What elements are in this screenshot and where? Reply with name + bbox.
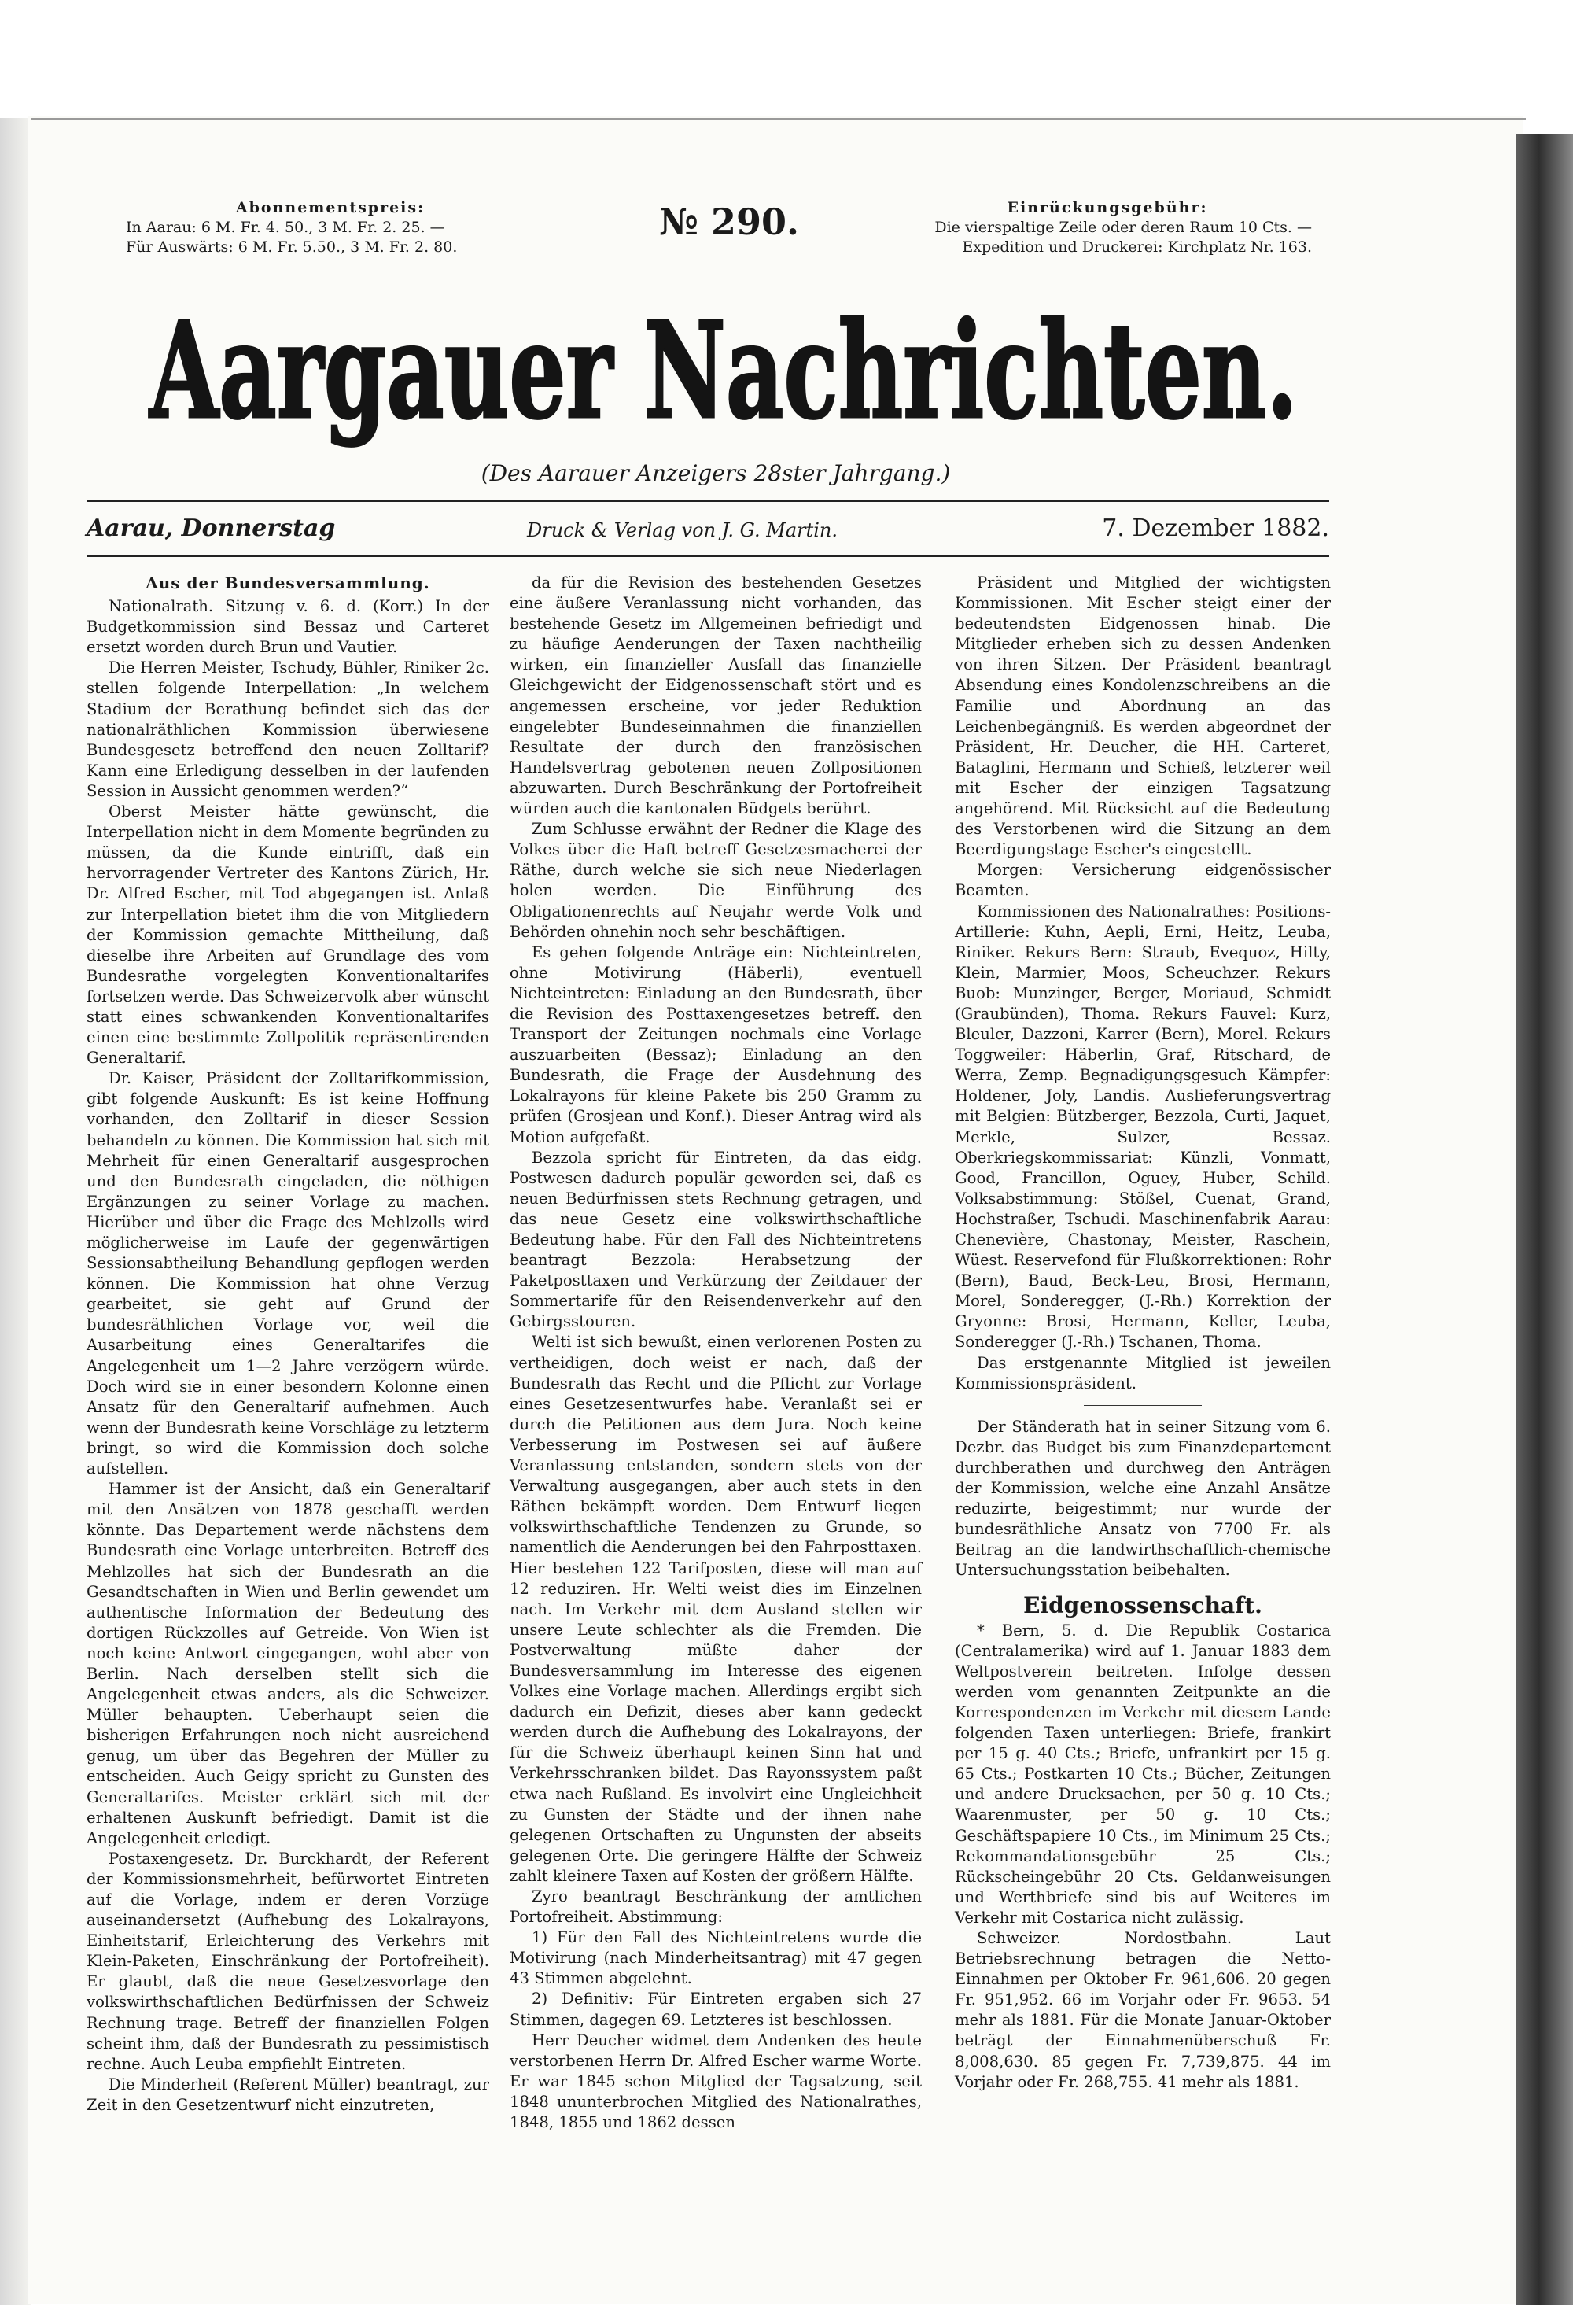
column-3: [955, 573, 1331, 2093]
subscription-local: In Aarau: 6 M. Fr. 4. 50., 3 M. Fr. 2. 25. —: [126, 219, 445, 236]
paragraph: Es gehen folgende Anträge ein: Nichteintreten, ohne Motivirung (Häberli), eventuell Nichteintreten: Einladung an den Bundesrath, über die Revision des Posttaxengesetzes betreff. den Transport der Zeitungen nochmals eine Vorlage auszuarbeiten (Bessaz); Einladung an den Bundesrath, die Frage der Ausdehnung des Lokalrayons für kleine Pakete bis 250 Gramm zu prüfen (Grosjean und Konf.). Dieser Antrag wird als Motion aufgefaßt.: [510, 943, 922, 1146]
paragraph: Bezzola spricht für Eintreten, da das eidg. Postwesen dadurch populär geworden sei, daß es neuen Bedürfnissen stets Rechnung getragen, und das neue Gesetz eine volkswirthschaftliche Bedeutung habe. Für den Fall des Nichteintretens beantragt Bezzola: Herabsetzung der Paketposttaxen und Verkürzung der Zeitdauer der Sommertarife für den Reisendenverkehr auf den Gebirgsstouren.: [510, 1148, 922, 1331]
paragraph: Die Herren Meister, Tschudy, Bühler, Riniker 2c. stellen folgende Interpellation: „In welchem Stadium der Berathung befindet sich das der nationalräthlichen Kommission überwiesene Bundesgesetz betreffend den neuen Zolltarif? Kann eine Erledigung desselben in der laufenden Session in Aussicht genommen werden?“: [87, 658, 489, 800]
bottom-rule: [87, 555, 1329, 557]
paragraph: da für die Revision des bestehenden Gesetzes eine äußere Veranlassung nicht vorhanden, das bestehende Gesetz im Allgemeinen befriedigt und zu häufige Aenderungen der Taxen nachtheilig wirken, ein finanzieller Ausfall das finanzielle Gleichgewicht der Eidgenossenschaft stört und es angemessen erscheine, vor jeder Reduktion eingelebter Bundeseinnahmen die finanziellen Resultate der durch den französischen Handelsvertrag gebotenen neuen Zollpositionen abzuwarten. Durch Beschränkung der Portofreiheit würden auch die kantonalen Büdgets berührt.: [510, 574, 922, 818]
separator-rule: [1084, 1405, 1202, 1406]
paragraph: Postaxengesetz. Dr. Burckhardt, der Referent der Kommissionsmehrheit, befürwortet Eintreten auf die Vorlage, indem er deren Vorzüge auseinandersetzt (Aufhebung des Lokalrayons, Einheitstarif, Erleichterung des Verkehrs mit Klein-Paketen, Einschränkung der Portofreiheit). Er glaubt, daß die neue Gesetzesvorlage den volkswirthschaftlichen Bedürfnissen der Schweiz Rechnung trage. Betreff der finanziellen Folgen scheint ihm, daß der Bundesrath zu pessimistisch rechne. Auch Leuba empfiehlt Eintreten.: [87, 1849, 489, 2073]
paragraph: Schweizer. Nordostbahn. Laut Betriebsrechnung betragen die Netto-Einnahmen per Oktober Fr. 961,606. 20 gegen Fr. 951,952. 66 im Vorjahr oder Fr. 9653. 54 mehr als 1881. Für die Monate Januar-Oktober beträgt der Einnahmenüberschuß Fr. 8,008,630. 85 gegen Fr. 7,739,875. 44 im Vorjahr oder Fr. 268,755. 41 mehr als 1881.: [955, 1929, 1331, 2091]
paragraph: Herr Deucher widmet dem Andenken des heute verstorbenen Herrn Dr. Alfred Escher warme Worte. Er war 1845 schon Mitglied der Tagsatzung, seit 1848 ununterbrochen Mitglied des Nationalrathes, 1848, 1855 und 1862 dessen: [510, 2031, 922, 2132]
col2-text: [510, 573, 922, 2133]
paragraph: Das erstgenannte Mitglied ist jeweilen Kommissionspräsident.: [955, 1353, 1331, 1393]
paragraph: Zyro beantragt Beschränkung der amtlichen Portofreiheit. Abstimmung:: [510, 1887, 922, 1927]
issue-number: № 290.: [658, 201, 800, 243]
paragraph: 1) Für den Fall des Nichteintretens wurde die Motivirung (nach Minderheitsantrag) mit 47 gegen 43 Stimmen abgelehnt.: [510, 1928, 922, 1988]
paragraph: Nationalrath. Sitzung v. 6. d. (Korr.) In der Budgetkommission sind Bessaz und Carteret ersetzt worden durch Brun und Vautier.: [87, 597, 489, 657]
book-binding: [1516, 134, 1573, 2305]
insertion-title: Einrückungsgebühr:: [1007, 199, 1208, 216]
col3-text-c: [955, 1621, 1331, 2093]
dateline-date: 7. Dezember 1882.: [1102, 515, 1329, 542]
section-heading-eidgenossenschaft: Eidgenossenschaft.: [1023, 1592, 1262, 1618]
paragraph: Morgen: Versicherung eidgenössischer Beamten.: [955, 861, 1331, 900]
paragraph: Der Ständerath hat in seiner Sitzung vom 6. Dezbr. das Budget bis zum Finanzdepartement durchberathen und durchweg den Anträgen der Kommission, welche eine Anzahl Ansätze reduzirte, beigestimmt; nur wurde der bundesräthliche Ansatz von 7700 Fr. als Beitrag an die landwirthschaftlich-chemische Untersuchungsstation beibehalten.: [955, 1417, 1331, 1580]
insertion-line: Die vierspaltige Zeile oder deren Raum 10 Cts. —: [934, 219, 1312, 236]
subscription-title: Abonnementspreis:: [235, 199, 425, 216]
dateline-place: Aarau, Donnerstag: [87, 515, 336, 542]
paragraph: Dr. Kaiser, Präsident der Zolltarifkommission, gibt folgende Auskunft: Es ist keine Hoffnung vorhanden, den Zolltarif in dieser Session behandeln zu können. Die Kommission hat sich mit Mehrheit für einen Generaltarif ausgesprochen und den Bundesrath eingeladen, die nöthigen Ergänzungen zu seiner Vorlage zu machen. Hierüber und über die Frage des Mehlzolls wird möglicherweise im Laufe der gegenwärtigen Sessionsabtheilung Behandlung gepflogen werden können. Die Kommission hat ohne Verzug gearbeitet, sie geht auf Grund der bundesräthlichen Vorlage vor, weil die Ausarbeitung eines Generaltarifes die Angelegenheit um 1—2 Jahre verzögern würde. Doch wird sie in einer besondern Kolonne einen Ansatz für den Generaltarif aufnehmen. Auch wenn der Bundesrath keine Vorschläge zu letzterm bringt, so wird die Kommission doch solche aufstellen.: [87, 1069, 489, 1478]
tagline: (Des Aarauer Anzeigers 28ster Jahrgang.): [481, 460, 951, 486]
masthead: [142, 260, 1306, 456]
subscription-abroad: Für Auswärts: 6 M. Fr. 5.50., 3 M. Fr. 2. 80.: [126, 238, 458, 256]
paragraph: * Bern, 5. d. Die Republik Costarica (Centralamerika) wird auf 1. Januar 1883 dem Weltpostverein beitreten. Infolge dessen werden vom genannten Zeitpunkte an die Korrespondenzen im Verkehr mit diesem Lande folgenden Taxen unterliegen: Briefe, frankirt per 15 g. 40 Cts.; Briefe, unfrankirt per 15 g. 65 Cts.; Postkarten 10 Cts.; Bücher, Zeitungen und andere Drucksachen, per 50 g. 10 Cts.; Waarenmuster, per 50 g. 10 Cts.; Geschäftspapiere 10 Cts., im Minimum 25 Cts.; Rekommandationsgebühr 25 Cts.; Rückscheingebühr 20 Cts. Geldanweisungen und Werthbriefe sind bis auf Weiteres im Verkehr mit Costarica nicht zulässig.: [955, 1621, 1331, 1927]
col1-text: [87, 596, 489, 2116]
insertion-box: [903, 198, 1312, 257]
top-rule: [87, 500, 1329, 502]
paragraph: Präsident und Mitglied der wichtigsten Kommissionen. Mit Escher steigt einer der bedeutendsten Eidgenossen hinab. Die Mitglieder erheben sich zu dessen Andenken von ihren Sitzen. Der Präsident beantragt Absendung eines Kondolenzschreibens an die Familie und Abordnung an das Leichenbegängniß. Es werden abgeordnet der Präsident, Hr. Deucher, die HH. Carteret, Bataglini, Hermann und Schieß, letzterer weil mit Escher der einzigen Tagsatzung angehörend. Mit Rücksicht auf die Bedeutung des Verstorbenen wird die Sitzung an dem Beerdigungstage Escher's eingestellt.: [955, 574, 1331, 859]
column-2: [510, 573, 922, 2133]
col3-text-b: [955, 1417, 1331, 1581]
page-left-edge: [0, 118, 31, 2305]
paragraph: Die Minderheit (Referent Müller) beantragt, zur Zeit in den Gesetzentwurf nicht einzutreten,: [87, 2075, 489, 2114]
col3-text-a: [955, 573, 1331, 1394]
section-heading: Aus der Bundesversammlung.: [146, 574, 430, 592]
dateline-press: Druck & Verlag von J. G. Martin.: [527, 519, 838, 541]
paragraph: Hammer ist der Ansicht, daß ein Generaltarif mit den Ansätzen von 1878 geschafft werden könnte. Das Departement werde nächstens dem Bundesrath eine Vorlage unterbreiten. Betreff des Mehlzolles hat sich der Bundesrath an die Gesandtschaften in Wien und Berlin gewendet um authentische Information der Bedeutung des dortigen Rückzolles auf Getreide. Von Wien ist noch keine Antwort eingegangen, wohl aber von Berlin. Nach derselben stellt sich die Angelegenheit etwas anders, als die Schweizer. Müller behaupten. Ueberhaupt seien die bisherigen Erfahrungen noch nicht ausreichend genug, um über das Begehren der Müller zu entscheiden. Auch Geigy spricht zu Gunsten des Generaltarifes. Meister erklärt sich mit der erhaltenen Auskunft befriedigt. Damit ist die Angelegenheit erledigt.: [87, 1480, 489, 1847]
column-1: [87, 573, 489, 2116]
subscription-box: [126, 198, 535, 257]
masthead-title: Aargauer Nachrichten.: [148, 293, 1298, 448]
paragraph: 2) Definitiv: Für Eintreten ergaben sich 27 Stimmen, dagegen 69. Letzteres ist beschlossen.: [510, 1990, 922, 2029]
paragraph: Zum Schlusse erwähnt der Redner die Klage des Volkes über die Haft betreff Gesetzesmacherei der Räthe, durch welche sie sich neue Niederlagen holen werden. Die Einführung des Obligationenrechts auf Neujahr werde Volk und Behörden ohnehin noch sehr beschäftigen.: [510, 820, 922, 941]
paragraph: Oberst Meister hätte gewünscht, die Interpellation nicht in dem Momente begründen zu müssen, da die Kunde eintrifft, daß ein hervorragender Vertreter des Kantons Zürich, Hr. Dr. Alfred Escher, mit Tod abgegangen ist. Anlaß zur Interpellation bietet ihm die von Mitgliedern der Kommission gemachte Mittheilung, daß dieselbe ihre Arbeiten auf Grundlage des vom Bundesrathe vorgelegten Konventionaltarifes fortsetzen werde. Das Schweizervolk aber wünscht statt eines schwankenden Konventionaltarifes einen eine bestimmte Zollpolitik repräsentirenden Generaltarif.: [87, 802, 489, 1068]
paragraph: Kommissionen des Nationalrathes: Positions-Artillerie: Kuhn, Aepli, Erni, Heitz, Leuba, Riniker. Rekurs Bern: Straub, Evequoz, Hilty, Klein, Marmier, Moos, Scheuchzer. Rekurs Buob: Munzinger, Berger, Moriaud, Schmidt (Graubünden), Thoma. Rekurs Fauvel: Kurz, Bleuler, Dazzoni, Karrer (Bern), Morel. Rekurs Toggweiler: Häberlin, Graf, Ritschard, de Werra, Zemp. Begnadigungsgesuch Kämpfer: Holdener, Joly, Landis. Auslieferungsvertrag mit Belgien: Bützberger, Bezzola, Curti, Jaquet, Merkle, Sulzer, Bessaz. Oberkriegskommissariat: Künzli, Vonmatt, Good, Francillon, Oguey, Huber, Schild. Volksabstimmung: Stößel, Cuenat, Grand, Hochstraßer, Tschudi. Maschinenfabrik Aarau: Chenevière, Chastonay, Meister, Raschein, Wüest. Reservefond für Flußkorrektionen: Rohr (Bern), Baud, Beck-Leu, Brosi, Hermann, Morel, Sonderegger, (J.-Rh.) Korrektion der Gryonne: Brosi, Hermann, Keller, Leuba, Sonderegger (J.-Rh.) Tschanen, Thoma.: [955, 902, 1331, 1352]
paragraph: Welti ist sich bewußt, einen verlorenen Posten zu vertheidigen, doch weist er nach, daß der Bundesrath das Recht und die Pflicht zur Vorlage eines Gesetzesentwurfes habe. Veranlaßt sei er durch die Petitionen aus dem Jura. Noch keine Verbesserung im Postwesen sei auf äußere Veranlassung entstanden, sondern stets von der Verwaltung ausgegangen, aber auch stets in den Räthen bekämpft worden. Dem Entwurf liegen volkswirthschaftliche Tendenzen zu Grunde, so namentlich die Aenderungen bei den Fahrposttaxen. Hier bestehen 122 Tarifposten, diese will man auf 12 reduziren. Hr. Welti weist dies im Einzelnen nach. Im Verkehr mit dem Ausland stellen wir unsere Leute schlechter als die Fremden. Die Postverwaltung müßte daher der Bundesversammlung im Interesse des eigenen Volkes eine Vorlage machen. Allerdings ergibt sich dadurch ein Defizit, dieses aber kann gedeckt werden durch die Aufhebung des Lokalrayons, der für die Schweiz überhaupt keinen Sinn hat und Verkehrsschranken bildet. Das Rayonssystem paßt etwa nach Rußland. Es involvirt eine Ungleichheit zu Gunsten der Städte und der ihnen nahe gelegenen Ortschaften zu Ungunsten der abseits gelegenen Orte. Die geringere Hälfte der Schweiz zahlt kleinere Taxen auf Kosten der größern Hälfte.: [510, 1333, 922, 1885]
page-top-edge: [31, 118, 1526, 120]
dateline: [87, 515, 1329, 551]
expedition-line: Expedition und Druckerei: Kirchplatz Nr. 163.: [962, 238, 1312, 256]
